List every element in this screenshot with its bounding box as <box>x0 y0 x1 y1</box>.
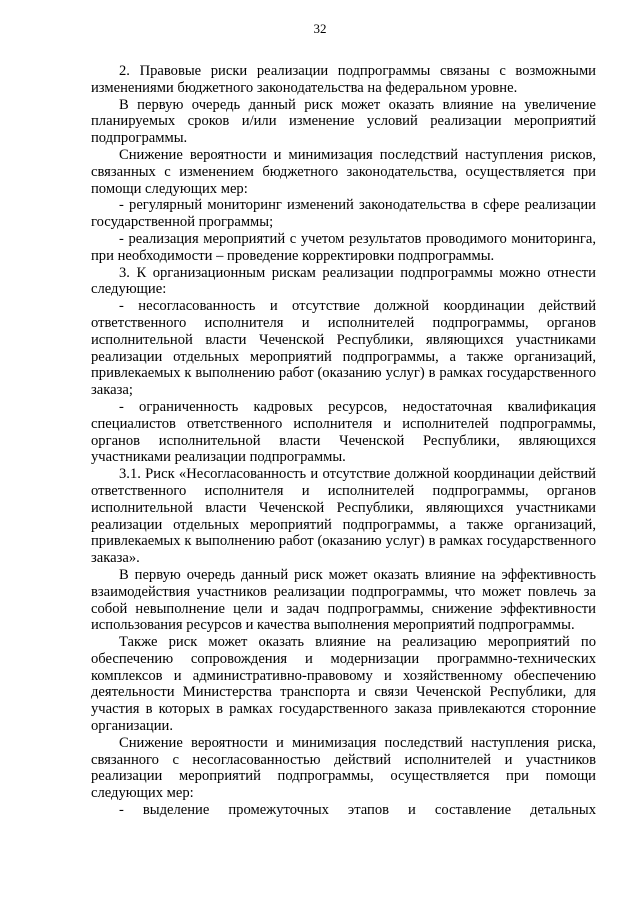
list-item-staff-resources: - ограниченность кадровых ресурсов, недостаточная квалификация специалистов ответственного исполнителя и исполнителей подпрограммы, органов исполнительной власти Чеченской Республики, являющихся участниками реализации подпрограммы. <box>91 398 596 466</box>
paragraph-risk-3-1: 3.1. Риск «Несогласованность и отсутствие должной координации действий ответственного исполнителя и исполнителей подпрограммы, органов исполнительной власти Чеченской Республики, являющихся участниками реализации отдельных мероприятий подпрограммы, а также организаций, привлекаемых к выполнению работ (оказанию услуг) в рамках государственного заказа». <box>91 466 596 567</box>
paragraph-risk-3-1-impact: В первую очередь данный риск может оказать влияние на эффективность взаимодействия участников реализации подпрограммы, что может повлечь за собой невыполнение цели и задач подпрограммы, снижение эффективности использования ресурсов и качества выполнения мероприятий подпрограммы. <box>91 566 596 634</box>
paragraph-organizational-risks: 3. К организационным рискам реализации подпрограммы можно отнести следующие: <box>91 264 596 298</box>
list-item-stages: - выделение промежуточных этапов и составление детальных <box>119 802 596 819</box>
paragraph-legal-risk-impact: В первую очередь данный риск может оказать влияние на увеличение планируемых сроков и/или изменение условий реализации мероприятий подпрограммы. <box>91 96 596 147</box>
page-number: 32 <box>313 21 327 36</box>
list-item-coordination: - несогласованность и отсутствие должной координации действий ответственного исполнителя и исполнителей подпрограммы, органов исполнительной власти Чеченской Республики, являющихся участниками реализации отдельных мероприятий подпрограммы, а также организаций, привлекаемых к выполнению работ (оказанию услуг) в рамках государственного заказа; <box>91 298 596 399</box>
document-body <box>91 63 596 819</box>
paragraph-risk-3-1-additional: Также риск может оказать влияние на реализацию мероприятий по обеспечению сопровождения и модернизации программно-технических комплексов и административно-правовому и хозяйственному обеспечению деятельности Министерства транспорта и связи Чеченской Республики, для участия в которых в рамках государственного заказа привлекаются сторонние организации. <box>91 634 596 735</box>
paragraph-legal-risk-mitigation: Снижение вероятности и минимизация последствий наступления рисков, связанных с изменением бюджетного законодательства, осуществляется при помощи следующих мер: <box>91 146 596 197</box>
paragraph-legal-risks: 2. Правовые риски реализации подпрограммы связаны с возможными изменениями бюджетного законодательства на федеральном уровне. <box>91 63 596 96</box>
list-item-monitoring: - регулярный мониторинг изменений законодательства в сфере реализации государственной программы; <box>91 197 596 231</box>
paragraph-risk-3-1-mitigation: Снижение вероятности и минимизация последствий наступления риска, связанного с несогласованностью действий исполнителей и участников реализации мероприятий подпрограммы, осуществляется при помощи следующих мер: <box>91 734 596 802</box>
list-item-implementation: - реализация мероприятий с учетом результатов проводимого мониторинга, при необходимости – проведение корректировки подпрограммы. <box>91 230 596 264</box>
